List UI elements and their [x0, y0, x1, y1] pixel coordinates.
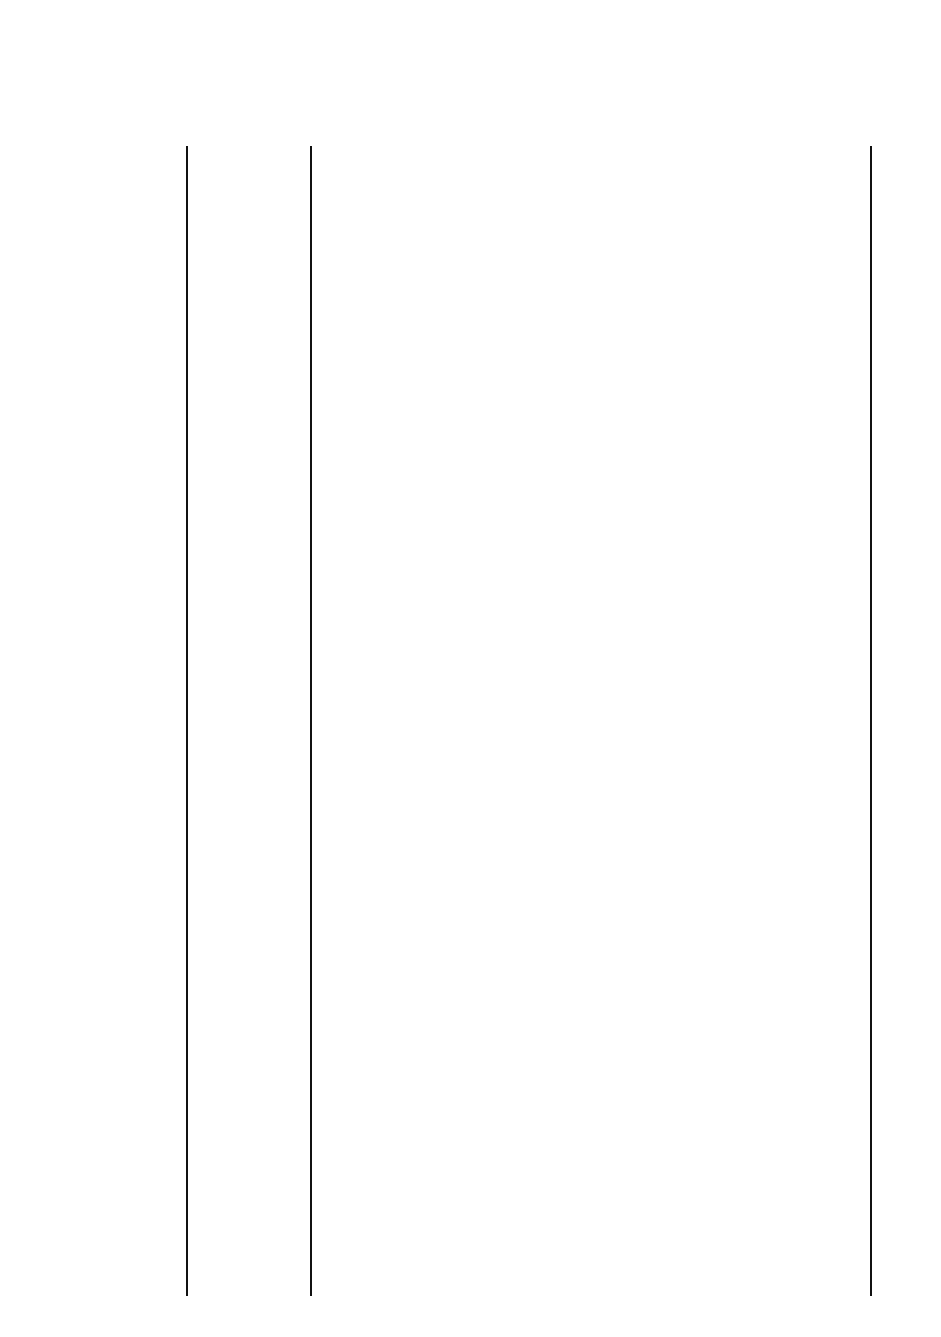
table-bottom-rule: [870, 146, 872, 1296]
header-top-rule: [186, 146, 188, 1296]
rotated-table: [70, 50, 930, 1300]
header-bottom-rule: [310, 146, 312, 1296]
